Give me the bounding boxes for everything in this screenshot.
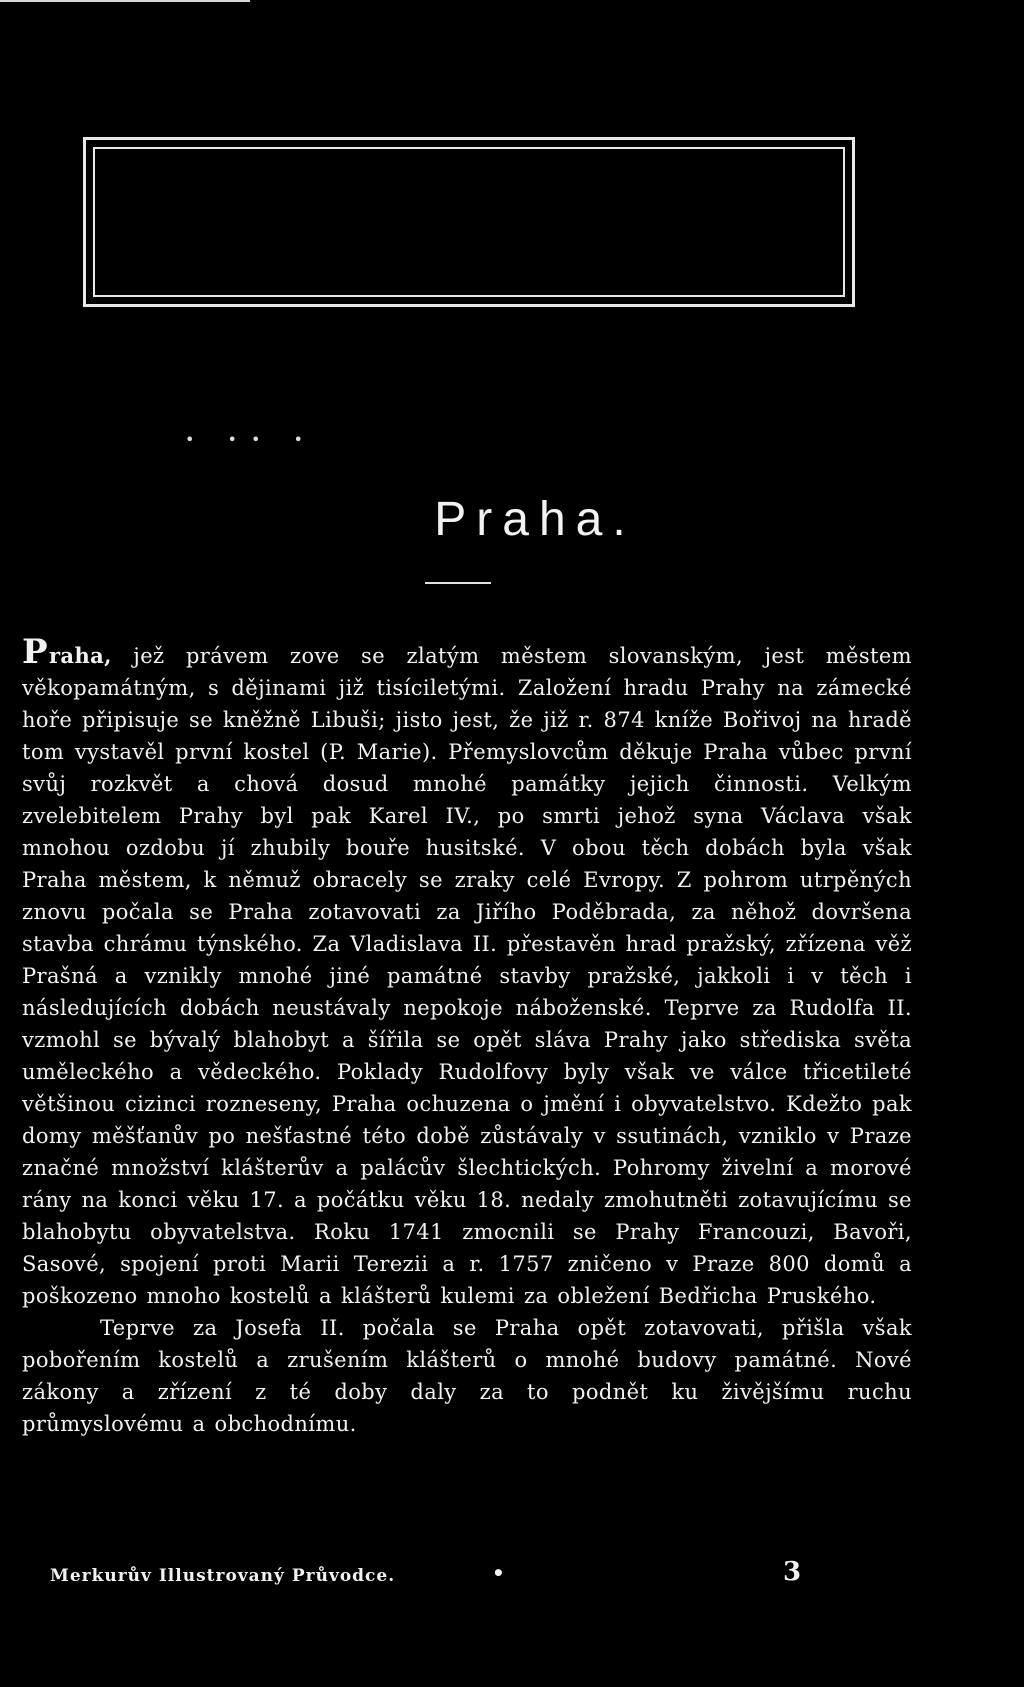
page-title: Praha. [434,493,636,546]
page-number: 3 [783,1557,802,1587]
article-body [22,632,912,1440]
printing-specks: • •• • [185,430,317,449]
footer-source: Merkurův Illustrovaný Průvodce. [50,1566,396,1586]
decorative-frame [83,137,855,307]
dropcap-letter: P [22,632,48,672]
title-underline-rule [425,582,491,584]
top-edge-rule [0,0,250,2]
footer-dot: • [492,1561,505,1585]
paragraph-1-text: jež právem zove se zlatým městem slovanským, jest městem věkopamátným, s dějinami již tisíciletými. Založení hradu Prahy na zámecké hoře připisuje se kněžně Libuši; jisto jest, že již r. 874 kníže Bořivoj na hradě tom vystavěl první kostel (P. Marie). Přemyslovcům děkuje Praha vůbec první svůj rozkvět a chová dosud mnohé památky jejich činnosti. Velkým zvelebitelem Prahy byl pak Karel IV., po smrti jehož syna Václava však mnohou ozdobu jí zhubily bouře husitské. V obou těch dobách byla však Praha městem, k němuž obracely se zraky celé Evropy. Z pohrom utrpěných znovu počala se Praha zotavovati za Jiřího Poděbrada, za něhož dovršena stavba chrámu týnského. Za Vladislava II. přestavěn hrad pražský, zřízena věž Prašná a vznikly mnohé jiné památné stavby pražské, jakkoli i v těch i následujících dobách neustávaly nepokoje náboženské. Teprve za Rudolfa II. vzmohl se bývalý blahobyt a šířila se opět sláva Prahy jako střediska světa uměleckého a vědeckého. Poklady Rudolfovy byly však ve válce třicetileté většinou cizinci rozneseny, Praha ochuzena o jmění i obyvatelstvo. Kdežto pak domy měšťanův po nešťastné této době zůstávaly v ssutinách, vzniklo v Praze značné množství klášterův a palácův šlechtických. Pohromy živelní a morové rány na konci věku 17. a počátku věku 18. nedaly zmohutněti zotavujícímu se blahobytu obyvatelstva. Roku 1741 zmocnili se Prahy Francouzi, Bavoři, Sasové, spojení proti Marii Terezii a r. 1757 zničeno v Praze 800 domů a poškozeno mnoho kostelů a klášterů kulemi za obležení Bedřicha Pruského. [22,644,912,1308]
decorative-frame-inner [93,147,845,297]
paragraph-2: Teprve za Josefa II. počala se Praha opět zotavovati, přišla však pobořením kostelů a zrušením klášterů o mnohé budovy památné. Nové zákony a zřízení z té doby daly za to podnět ku živějšímu ruchu průmyslovému a obchodnímu. [22,1316,912,1436]
lead-word: raha, [48,643,112,668]
paragraph-1 [22,632,912,1312]
